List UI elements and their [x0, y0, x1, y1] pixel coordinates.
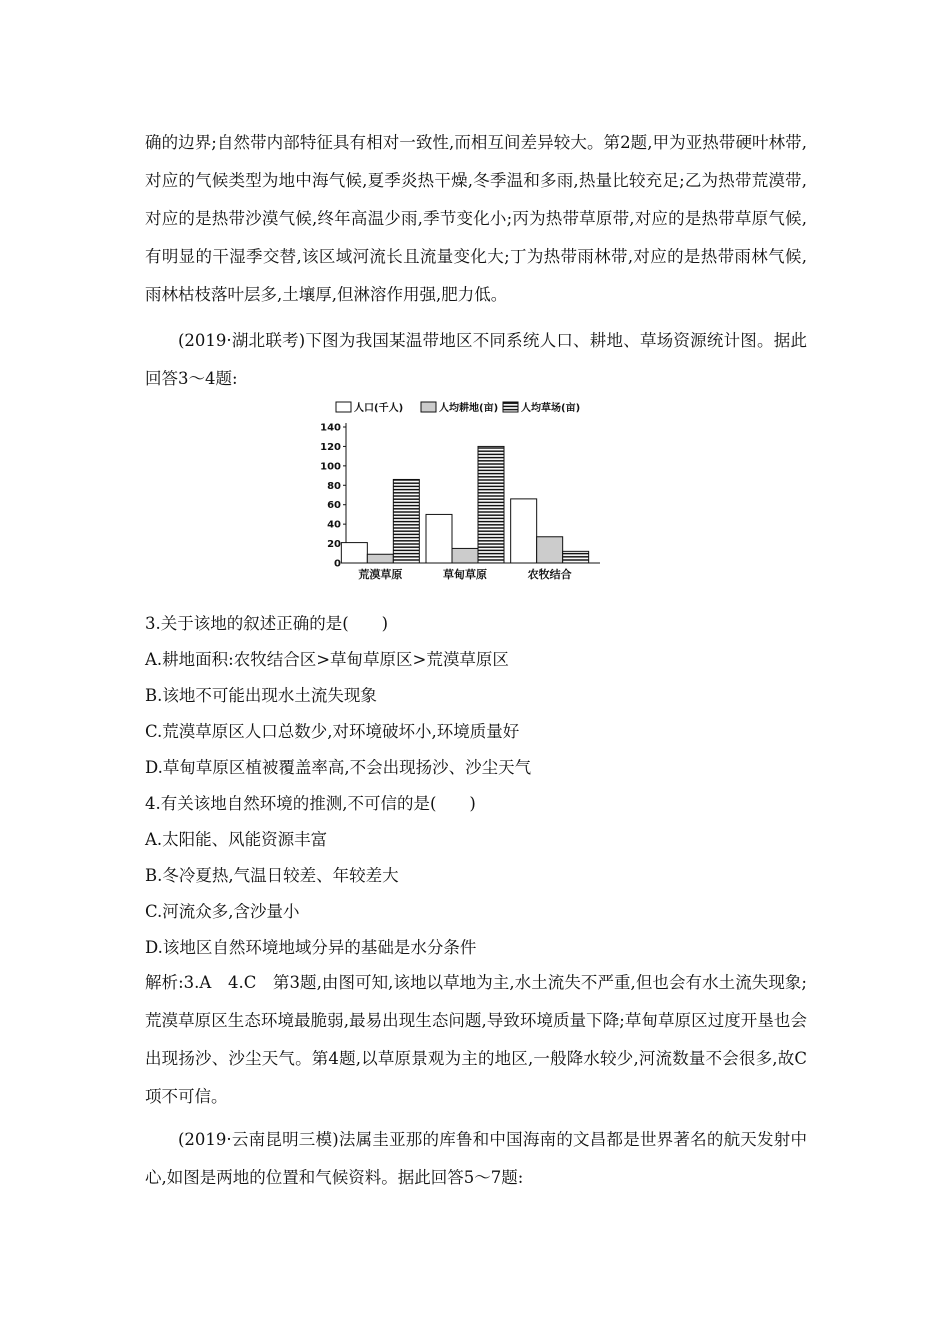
legend-swatch — [336, 402, 351, 412]
intro-paragraph: 确的边界;自然带内部特征具有相对一致性,而相互间差异较大。第2题,甲为亚热带硬叶林带,对应的气候类型为地中海气候,夏季炎热干燥,冬季温和多雨,热量比较充足;乙为热带荒漠带,对应的是热带沙漠气候,终年高温少雨,季节变化小;丙为热带草原带,对应的是热带草原气候,有明显的干湿季交替,该区域河流长且流量变化大;丁为热带雨林带,对应的是热带雨林气候,雨林枯枝落叶层多,土壤厚,但淋溶作用强,肥力低。 — [145, 133, 807, 304]
bar — [426, 514, 452, 563]
y-tick-label: 60 — [327, 500, 341, 512]
bar — [393, 479, 419, 563]
y-tick-label: 100 — [320, 461, 341, 473]
x-category-label: 荒漠草原 — [358, 568, 403, 581]
question-4-stem: 4.有关该地自然环境的推测,不可信的是( ) — [145, 794, 476, 813]
question-3-option-a: A.耕地面积:农牧结合区>草甸草原区>荒漠草原区 — [145, 650, 509, 669]
bar — [341, 543, 367, 563]
question-3-option-c: C.荒漠草原区人口总数少,对环境破坏小,环境质量好 — [145, 722, 520, 741]
bar — [367, 554, 393, 563]
chart-bars — [341, 446, 588, 563]
y-tick-label: 80 — [327, 480, 341, 492]
legend-swatch — [503, 402, 518, 412]
chart-legend — [336, 401, 580, 414]
x-category-label: 农牧结合 — [527, 568, 572, 581]
bar — [452, 548, 478, 563]
y-tick-label: 120 — [320, 441, 341, 453]
y-tick-label: 20 — [327, 539, 341, 551]
question-4-option-d: D.该地区自然环境地域分异的基础是水分条件 — [145, 938, 477, 957]
question-stem-5-7 — [145, 1121, 807, 1197]
bar — [511, 499, 537, 563]
legend-label: 人口(千人) — [354, 403, 404, 414]
bar — [537, 537, 563, 563]
y-tick-label: 0 — [334, 558, 341, 570]
question-4-option-a: A.太阳能、风能资源丰富 — [145, 830, 328, 849]
question-stem-3-4 — [145, 322, 807, 398]
question-4-option-c: C.河流众多,含沙量小 — [145, 902, 300, 921]
resource-bar-chart — [300, 392, 620, 592]
y-tick-label: 40 — [327, 519, 341, 531]
x-category-label: 草甸草原 — [443, 568, 487, 581]
analysis-paragraph: 解析:3.A 4.C 第3题,由图可知,该地以草地为主,水土流失不严重,但也会有水土流失现象;荒漠草原区生态环境最脆弱,最易出现生态问题,导致环境质量下降;草甸草原区过度开垦也会出现扬沙、沙尘天气。第4题,以草原景观为主的地区,一般降水较少,河流数量不会很多,故C项不可信。 — [145, 973, 807, 1106]
legend-swatch — [421, 402, 436, 412]
chart-category-labels — [358, 567, 571, 581]
legend-label: 人均耕地(亩) — [439, 403, 499, 414]
question-4-option-b: B.冬冷夏热,气温日较差、年较差大 — [145, 866, 399, 885]
stem-text: (2019·湖北联考)下图为我国某温带地区不同系统人口、耕地、草场资源统计图。据此回答3～4题: — [145, 331, 807, 388]
question-3-stem: 3.关于该地的叙述正确的是( ) — [145, 614, 389, 633]
y-tick-label: 140 — [320, 422, 341, 434]
bar — [563, 551, 589, 563]
legend-label: 人均草场(亩) — [521, 403, 581, 414]
bar — [478, 446, 504, 563]
question-3-option-b: B.该地不可能出现水土流失现象 — [145, 686, 377, 705]
stem-text: (2019·云南昆明三模)法属圭亚那的库鲁和中国海南的文昌都是世界著名的航天发射中心,如图是两地的位置和气候资料。据此回答5～7题: — [145, 1130, 807, 1187]
question-3-option-d: D.草甸草原区植被覆盖率高,不会出现扬沙、沙尘天气 — [145, 758, 532, 777]
